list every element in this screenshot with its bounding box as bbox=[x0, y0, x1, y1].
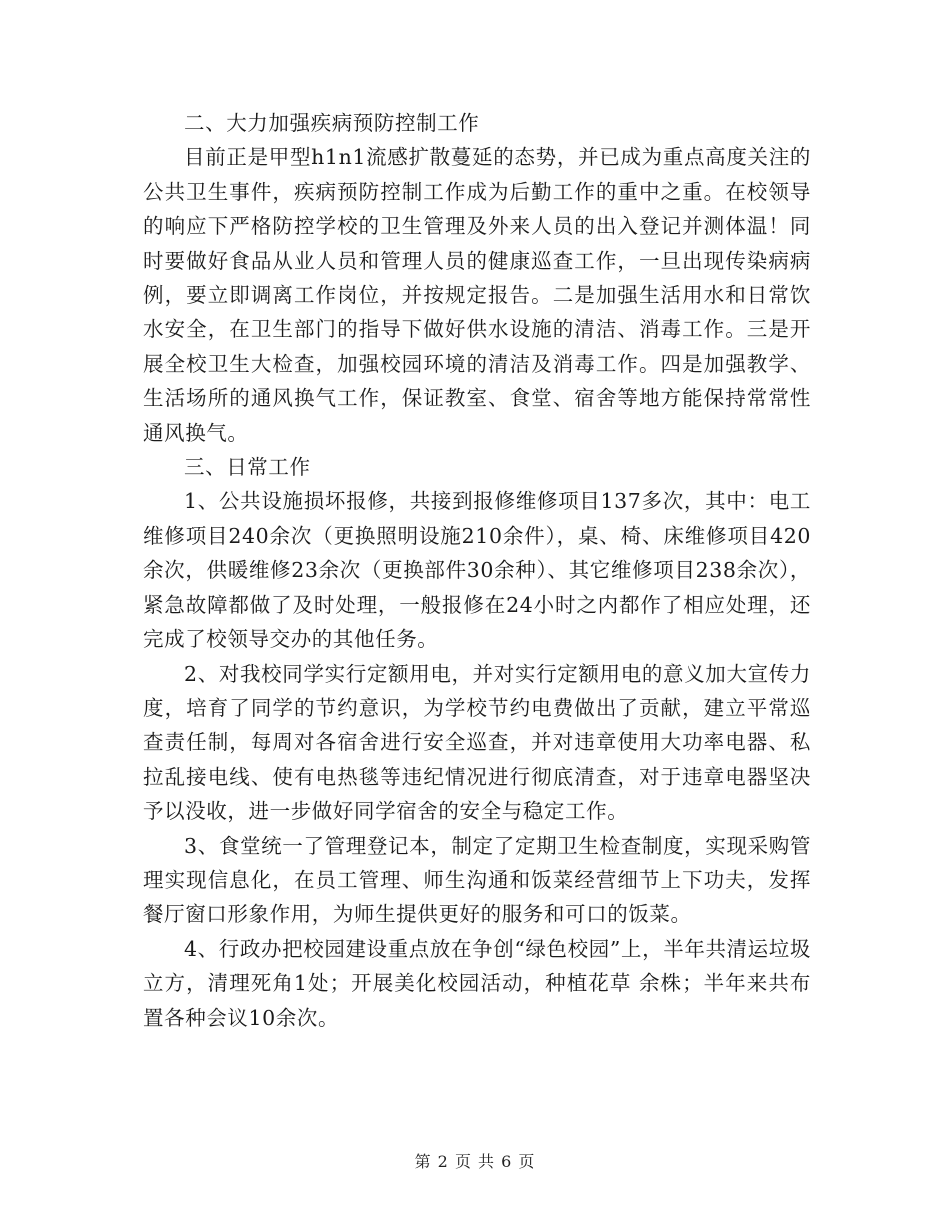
document-body bbox=[143, 106, 811, 1035]
section-heading-disease-control: 二、大力加强疾病预防控制工作 bbox=[184, 111, 480, 135]
section-heading-daily-work: 三、日常工作 bbox=[184, 455, 311, 480]
paragraph-repairs: 1、公共设施损坏报修，共接到报修维修项目137多次，其中：电工维修项目240余次（更换照明设施210余件），桌、椅、床维修项目420余次，供暖维修23余次（更换部件30余种）、其它维修项目238余次），紧急故障都做了及时处理，一般报修在24小时之内都作了相应处理，还完成了校领导交办的其他任务。 bbox=[143, 489, 811, 652]
paragraph-canteen: 3、食堂统一了管理登记本，制定了定期卫生检查制度，实现采购管理实现信息化，在员工管理、师生沟通和饭菜经营细节上下功夫，发挥餐厅窗口形象作用，为师生提供更好的服务和可口的饭菜。 bbox=[143, 833, 811, 927]
paragraph-green-campus: 4、行政办把校园建设重点放在争创“绿色校园”上，半年共清运垃圾 立方，清理死角1处；开展美化校园活动，种植花草 余株；半年来共布置各种会议10余次。 bbox=[143, 936, 811, 1030]
page-number-footer: 第 2 页 共 6 页 bbox=[414, 1152, 536, 1171]
paragraph-disease-control: 目前正是甲型h1n1流感扩散蔓延的态势，并已成为重点高度关注的公共卫生事件，疾病预防控制工作成为后勤工作的重中之重。在校领导的响应下严格防控学校的卫生管理及外来人员的出入登记并测体温！同时要做好食品从业人员和管理人员的健康巡查工作，一旦出现传染病病例，要立即调离工作岗位，并按规定报告。二是加强生活用水和日常饮水安全，在卫生部门的指导下做好供水设施的清洁、消毒工作。三是开展全校卫生大检查，加强校园环境的清洁及消毒工作。四是加强教学、生活场所的通风换气工作，保证教室、食堂、宿舍等地方能保持常常性通风换气。 bbox=[143, 145, 811, 445]
paragraph-electricity: 2、对我校同学实行定额用电，并对实行定额用电的意义加大宣传力度，培育了同学的节约意识，为学校节约电费做出了贡献，建立平常巡查责任制，每周对各宿舍进行安全巡查，并对违章使用大功率电器、私拉乱接电线、使有电热毯等违纪情况进行彻底清查，对于违章电器坚决予以没收，进一步做好同学宿舍的安全与稳定工作。 bbox=[143, 661, 811, 824]
